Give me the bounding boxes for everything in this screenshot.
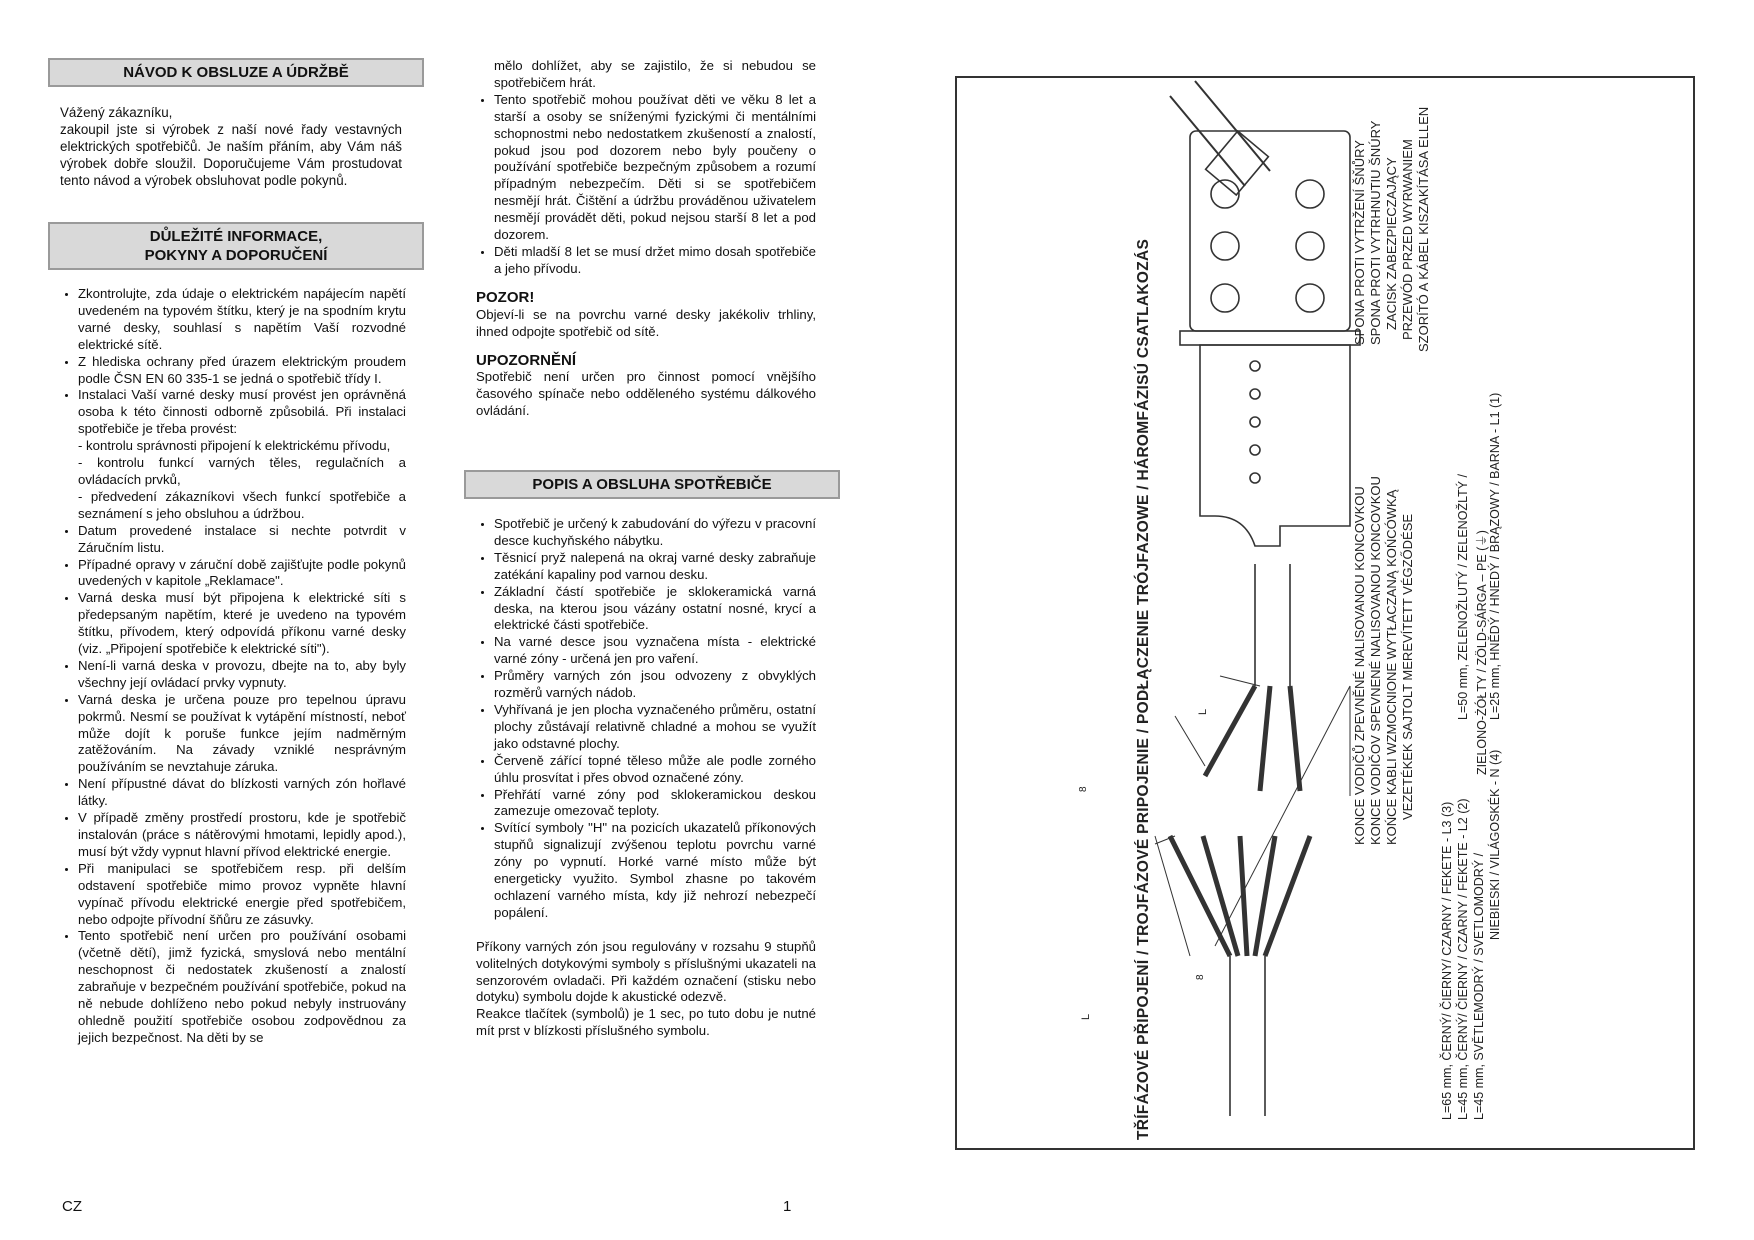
salutation: Vážený zákazníku, (60, 105, 173, 120)
dim-label-L: L (1080, 1013, 1092, 1020)
notice-text: Spotřebič není určen pro činnost pomocí vnějšího časového spínače nebo odděleného systému dálkového ovládání. (476, 369, 816, 419)
warning-text: Objeví-li se na povrchu varné desky jakékoliv trhliny, ihned odpojte spotřebič od sítě. (476, 306, 816, 339)
list-item: • Varná deska je určena pouze pro tepelnou úpravu pokrmů. Nesmí se používat k vytápění místností, neboť může dojít k poruše funkce jejím nadměrným zatěžováním. Na závady vzniklé nesprávným používáním se nevztahuje záruka. (78, 692, 406, 777)
list-item: • Případné opravy v záruční době zajišťujte podle pokynů uvedených v kapitole „Reklamace". (78, 557, 406, 591)
list-item: • Není-li varná deska v provozu, dbejte na to, aby byly všechny její ovládací prvky vypnuty. (78, 658, 406, 692)
clamp-label: PRZEWÓD PRZED WYRWANIEM (1400, 139, 1415, 340)
list-item: • Svítící symboly "H" na pozicích ukazatelů příkonových stupňů signalizují zvýšenou teplotu povrchu varné zóny po vypnutí. Horké varné místo může být energeticky využito. Symbol zhasne po takovém ochlazení varného místa, kdy již nehrozí nebezpečí popálení. (494, 820, 816, 921)
wire-end-label: VEZETÉKEK SAJTOLT MEREVÍTETT VÉGZŐDÉSE (1400, 513, 1415, 820)
clamp-label: ZACISK ZABEZPIECZAJĄCY (1384, 157, 1399, 330)
legend-line: ZIELONO-ŻÓŁTY / ZÖLD-SÁRGA – PE (⏚) (1475, 530, 1489, 775)
important-list (60, 286, 406, 1047)
list-item: • Těsnicí pryž nalepená na okraj varné desky zabraňuje zatékání kapaliny pod varnou desku. (494, 550, 816, 584)
list-item: • Přehřátí varné zóny pod sklokeramickou deskou zamezuje omezovač teploty. (494, 787, 816, 821)
list-item-text: Instalaci Vaší varné desky musí provést jen oprávněná osoba k této činnosti odborně způsobilá. Při instalaci spotřebiče je třeba provést: (78, 387, 406, 437)
clamp-label: SPONA PROTI VYTRŽENÍ ŠŇŮRY (1352, 140, 1367, 345)
cover-hole (1250, 445, 1260, 455)
dim-8-line (1175, 716, 1205, 766)
install-step: - kontrolu funkcí varných těles, regulačních a ovládacích prvků, (78, 455, 406, 487)
terminal-cover (1200, 345, 1350, 546)
dim-label-8-lower: 8 (1195, 974, 1206, 980)
description-column (476, 516, 816, 1040)
legend-line: L=65 mm, ČERNÝ/ ČIERNY/ CZARNY / FEKETE - L3 (3) (1440, 801, 1454, 1120)
title-line: POKYNY A DOPORUČENÍ (144, 247, 328, 264)
list-item: • Červeně zářící topné těleso může ale podle zorného úhlu prosvítat i přes obvod označené zóny. (494, 753, 816, 787)
list-item: • Při manipulaci se spotřebičem resp. při delším odstavení spotřebiče mimo provoz vypněte hlavní vypínač přívodu elektrické energie před spotřebičem, nebo odpojte přívodní šňůru ze zásuvky. (78, 861, 406, 929)
wire-end-label: KONCE VODIČŮ ZPEVNĚNÉ NALISOVANOU KONCOVKOU (1352, 486, 1367, 845)
warning-title: POZOR! (476, 288, 535, 306)
list-item: • Spotřebič je určený k zabudování do výřezu v pracovní desce kuchyňského nábytku. (494, 516, 816, 550)
footer-language: CZ (62, 1198, 82, 1215)
intro-text (60, 104, 402, 189)
list-item: • Vyhřívaná je jen plocha vyznačeného průměru, ostatní plochy zůstávají relativně chladné a mohou se využít jako odstavné plochy. (494, 702, 816, 753)
list-item: • Datum provedené instalace si nechte potvrdit v Záručním listu. (78, 523, 406, 557)
list-item: • Základní částí spotřebiče je sklokeramická varná deska, na kterou jsou vázány ostatní nosné, krycí a elektrické části spotřebiče. (494, 584, 816, 635)
list-item: • Varná deska musí být připojena k elektrické síti s předepsaným napětím, které je uvedeno na typovém štítku, přívodem, který odpovídá příkonu varné desky (viz. „Připojení spotřebiče k elektrické síti"). (78, 590, 406, 658)
terminal-screw (1296, 180, 1324, 208)
terminal-block (1190, 131, 1350, 331)
install-step: - předvedení zákazníkovi všech funkcí spotřebiče a seznámení s jeho obsluhou a údržbou. (78, 488, 406, 521)
cover-hole (1250, 389, 1260, 399)
dim-L-line (1220, 676, 1260, 686)
list-item (78, 387, 406, 522)
cable-3wire (1255, 564, 1290, 686)
clamp-label: SPONA PROTI VYTRHNUTIU ŠNÚRY (1368, 120, 1383, 345)
wire-end-label: KOŃCE KABLI WZMOCNIONE WYTŁACZANĄ KOŃCÓWKĄ (1384, 489, 1399, 845)
legend-line: L=45 mm, SVĚTLEMODRÝ / SVETLOMODRÝ / (1472, 852, 1486, 1120)
section-title-description: POPIS A OBSLUHA SPOTŘEBIČE (464, 470, 840, 499)
connection-diagram (955, 76, 1695, 1150)
legend-line: NIEBIESKI / VILÁGOSKÉK - N (4) (1488, 749, 1502, 940)
dim-L-line-2 (1155, 836, 1190, 956)
list-item: • Na varné desce jsou vyznačena místa - elektrické varné zóny - určená jen pro vaření. (494, 634, 816, 668)
title-line: DŮLEŽITÉ INFORMACE, (149, 228, 323, 245)
section-title-important (48, 222, 424, 270)
dim-label-8: 8 (1078, 786, 1089, 792)
list-item: • Děti mladší 8 let se musí držet mimo dosah spotřebiče a jeho přívodu. (494, 244, 816, 278)
list-item: • Není přípustné dávat do blízkosti varných zón hořlavé látky. (78, 776, 406, 810)
terminal-screw (1296, 232, 1324, 260)
section-title-instructions: NÁVOD K OBSLUZE A ÚDRŽBĚ (48, 58, 424, 87)
dim-label-L-upper: L (1197, 708, 1209, 715)
intro-paragraph: zakoupil jste si výrobek z naší nové řady vestavných elektrických spotřebičů. Je naším přáním, aby Vám náš výrobek dobře sloužil. Doporučujeme Vám prostudovat tento návod a výrobek obsluhovat podle pokynů. (60, 122, 402, 188)
cover-hole (1250, 361, 1260, 371)
list-item: • Tento spotřebič mohou používat děti ve věku 8 let a starší a osoby se sníženými fyzickými či mentálními schopnostmi nebo nedostatkem zkušeností a znalostí, pokud jsou pod dozorem nebo byly poučeny o používání spotřebiče bezpečným způsobem a rozumí případným nebezpečím. Děti si se spotřebičem nesmějí hrát. Čištění a údržbu prováděnou uživatelem nesmějí provádět děti, pokud nejsou starší 8 let a pod dozorem. (494, 92, 816, 244)
legend-line: L=25 mm, HNĚDÝ / HNEDÝ / BRĄZOWY / BARNA - L1 (1) (1488, 392, 1502, 720)
terminal-screw (1211, 284, 1239, 312)
regulation-paragraph: Příkony varných zón jsou regulovány v rozsahu 9 stupňů volitelných dotykovými symboly s příslušnými ukazateli na senzorovém ovladači. Při každém označení (stisku nebo dotyku) symbolu dojde k akustické odezvě. (476, 938, 816, 1005)
clamp-label: SZORÍTÓ A KÁBEL KISZAKÍTÁSA ELLEN (1416, 106, 1431, 352)
list-item: • V případě změny prostředí prostoru, kde je spotřebič instalován (práce s nátěrovými hmotami, lepidly apod.), musí být vždy vypnut hlavní přívod elektrické energie. (78, 810, 406, 861)
cover-hole (1250, 417, 1260, 427)
wire-5 (1170, 836, 1310, 956)
cable-in (1170, 81, 1270, 186)
terminal-screw (1296, 284, 1324, 312)
list-item: • Tento spotřebič není určen pro používání osobami (včetně dětí), jimž fyzická, smyslová nebo mentální neschopnost či nedostatek zkušeností a znalostí zabraňuje v bezpečném používání spotřebiče, pokud na ně nebude dohlíženo nebo pokud nebyly instruovány ohledně použití spotřebiče osobou zodpovědnou za jejich bezpečnost. Na děti by se (78, 928, 406, 1046)
list-item: • Z hlediska ochrany před úrazem elektrickým proudem podle ČSN EN 60 335-1 se jedná o spotřebič třídy I. (78, 354, 406, 388)
list-item: • Průměry varných zón jsou odvozeny z obvyklých rozměrů varných nádob. (494, 668, 816, 702)
wire-end-label: KONCE VODIČOV SPEVNENÉ NALISOVANOU KONCOVKOU (1368, 476, 1383, 845)
wire-3 (1205, 686, 1300, 791)
continued-text: mělo dohlížet, aby se zajistilo, že si nebudou se spotřebičem hrát. (494, 58, 816, 90)
cable-5wire (1230, 956, 1265, 1116)
legend-line: L=45 mm, ČERNÝ/ ČIERNY / CZARNY / FEKETE - L2 (2) (1456, 798, 1470, 1120)
page-number: 1 (783, 1198, 792, 1215)
reaction-paragraph: Reakce tlačítek (symbolů) je 1 sec, po tuto dobu je nutné mít prst v blízkosti příslušného symbolu. (476, 1006, 816, 1039)
cover-hole (1250, 473, 1260, 483)
install-step: - kontrolu správnosti připojení k elektrickému přívodu, (78, 438, 391, 454)
diagram-title: TŘÍFÁZOVÉ PŘIPOJENÍ / TROJFÁZOVÉ PRIPOJENIE / PODŁĄCZENIE TRÓJFAZOWE / HÁROMFÁZISÚ CSATLAKOZÁS (1135, 238, 1152, 1140)
terminal-screw (1211, 232, 1239, 260)
terminal-hinge (1180, 331, 1360, 345)
notice-title: UPOZORNĚNÍ (476, 351, 577, 369)
legend-line: L=50 mm, ZELENOŽLUTÝ / ZELENOŽLTÝ / (1456, 473, 1470, 720)
middle-column (476, 58, 816, 420)
list-item: • Zkontrolujte, zda údaje o elektrickém napájecím napětí uvedeném na typovém štítku, který je na spodním krytu varné desky, souhlasí s napětím Vaší rozvodné elektrické sítě. (78, 286, 406, 354)
